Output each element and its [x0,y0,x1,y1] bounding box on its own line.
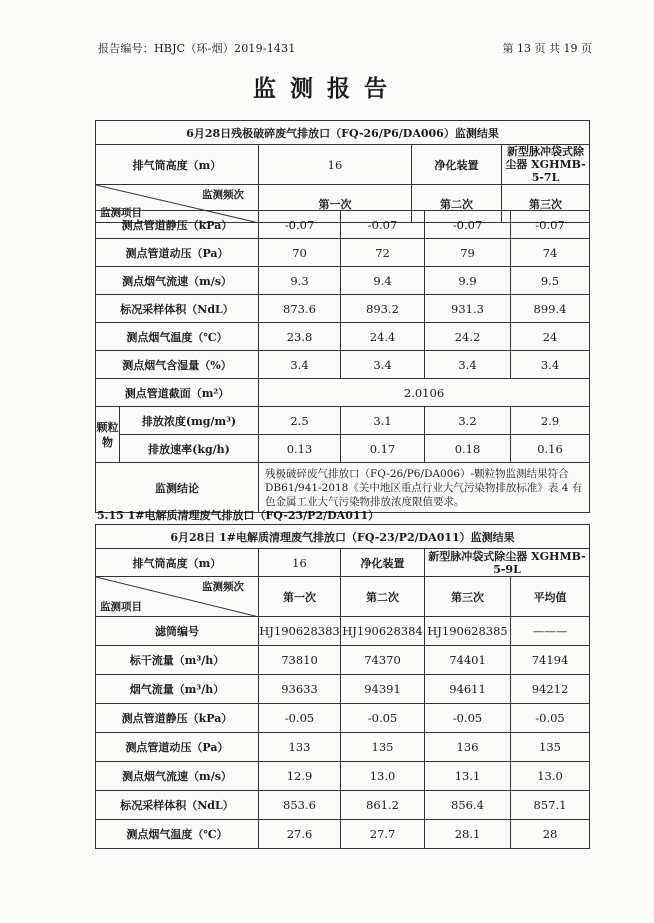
cell: -0.05 [341,704,425,733]
cell: -0.05 [259,704,341,733]
section-value: 2.0106 [259,379,590,407]
purify-device: 新型脉冲袋式除尘器 XGHMB-5-9L [425,549,590,577]
cell: 3.4 [511,351,590,379]
cell: 135 [341,733,425,762]
cell: -0.05 [425,704,511,733]
row-label: 测点管道静压（kPa） [96,211,259,239]
particle-label: 颗粒物 [96,407,120,463]
purify-label: 净化装置 [341,549,425,577]
cell: 0.17 [341,435,425,463]
cell: ——— [511,617,590,646]
cell: 74370 [341,646,425,675]
cell: 74401 [425,646,511,675]
cell: 893.2 [341,295,425,323]
stack-height-label: 排气筒高度（m） [96,145,259,185]
conclusion-label: 监测结论 [96,463,259,513]
stack-height-value: 16 [259,145,412,185]
cell: 0.18 [425,435,511,463]
row-label: 标况采样体积（NdL） [96,295,259,323]
cell: -0.07 [511,211,590,239]
cell: 28.1 [425,820,511,849]
monitoring-table-fq26 [95,120,590,223]
cell: 136 [425,733,511,762]
row-label: 标干流量（m³/h） [96,646,259,675]
cell: 74194 [511,646,590,675]
cell: 94391 [341,675,425,704]
cell: 856.4 [425,791,511,820]
section-heading: 5.15 1#电解质清理废气排放口（FQ-23/P2/DA011） [97,509,380,522]
purify-label: 净化装置 [412,145,502,185]
cell: 24 [511,323,590,351]
row-label: 测点烟气温度（℃） [96,820,259,849]
row-label: 测点烟气含湿量（%） [96,351,259,379]
column-header: 平均值 [511,577,590,617]
cell: 0.13 [259,435,341,463]
cell: 28 [511,820,590,849]
cell: 3.2 [425,407,511,435]
cell: 23.8 [259,323,341,351]
item-label: 监测项目 [100,207,142,219]
row-label: 测点烟气流速（m/s） [96,267,259,295]
row-label: 测点管道动压（Pa） [96,733,259,762]
cell: HJ190628385 [425,617,511,646]
cell: -0.07 [259,211,341,239]
column-header: 第二次 [412,185,502,223]
cell: 27.6 [259,820,341,849]
column-header: 第三次 [502,185,590,223]
cell: 9.5 [511,267,590,295]
cell: 13.0 [341,762,425,791]
cell: 9.4 [341,267,425,295]
cell: 13.1 [425,762,511,791]
cell: 853.6 [259,791,341,820]
cell: -0.07 [341,211,425,239]
row-label: 测点管道截面（m²） [96,379,259,407]
column-header: 第二次 [341,577,425,617]
cell: 3.4 [259,351,341,379]
cell: 24.4 [341,323,425,351]
cell: 27.7 [341,820,425,849]
cell: -0.05 [511,704,590,733]
cell: 135 [511,733,590,762]
cell: 3.1 [341,407,425,435]
cell: 72 [341,239,425,267]
table-caption: 6月28日 1#电解质清理废气排放口（FQ-23/P2/DA011）监测结果 [96,525,590,549]
cell: 2.5 [259,407,341,435]
row-label: 测点烟气温度（℃） [96,323,259,351]
cell: 931.3 [425,295,511,323]
cell: 857.1 [511,791,590,820]
row-label: 测点管道动压（Pa） [96,239,259,267]
page-indicator: 第 13 页 共 19 页 [502,42,592,55]
cell: 133 [259,733,341,762]
cell: 3.4 [341,351,425,379]
cell: 94611 [425,675,511,704]
row-label: 滤筒编号 [96,617,259,646]
cell: 12.9 [259,762,341,791]
monitoring-table-fq26-body [95,210,590,513]
cell: -0.07 [425,211,511,239]
report-number: 报告编号：HBJC（环-烟）2019-1431 [98,42,296,55]
stack-height-label: 排气筒高度（m） [96,549,259,577]
row-label: 排放浓度(mg/m³) [120,407,259,435]
cell: 79 [425,239,511,267]
page-title: 监测报告 [253,75,401,102]
cell: 73810 [259,646,341,675]
cell: 873.6 [259,295,341,323]
freq-label: 监测频次 [202,581,244,593]
cell: 2.9 [511,407,590,435]
cell: 24.2 [425,323,511,351]
stack-height-value: 16 [259,549,341,577]
column-header: 第三次 [425,577,511,617]
cell: 94212 [511,675,590,704]
item-label: 监测项目 [100,601,142,613]
row-label: 测点烟气流速（m/s） [96,762,259,791]
column-header: 第一次 [259,185,412,223]
cell: HJ190628384 [341,617,425,646]
row-label: 排放速率(kg/h) [120,435,259,463]
row-label: 标况采样体积（NdL） [96,791,259,820]
freq-label: 监测频次 [202,189,244,201]
cell: 899.4 [511,295,590,323]
cell: 9.3 [259,267,341,295]
cell: 0.16 [511,435,590,463]
cell: 74 [511,239,590,267]
cell: 861.2 [341,791,425,820]
cell: HJ190628383 [259,617,341,646]
column-header: 第一次 [259,577,341,617]
cell: 13.0 [511,762,590,791]
cell: 70 [259,239,341,267]
table-caption: 6月28日残极破碎废气排放口（FQ-26/P6/DA006）监测结果 [96,121,590,145]
cell: 9.9 [425,267,511,295]
monitoring-table-fq23 [95,524,590,849]
diagonal-header-cell [96,577,259,617]
conclusion-text: 残极破碎废气排放口（FQ-26/P6/DA006）-颗粒物监测结果符合 DB61/941-2018《关中地区重点行业大气污染物排放标准》表 4 有色金属工业大气污染物排放浓度限值要求。 [259,463,590,513]
purify-device: 新型脉冲袋式除尘器 XGHMB-5-7L [502,145,590,185]
cell: 3.4 [425,351,511,379]
row-label: 测点管道静压（kPa） [96,704,259,733]
row-label: 烟气流量（m³/h） [96,675,259,704]
cell: 93633 [259,675,341,704]
